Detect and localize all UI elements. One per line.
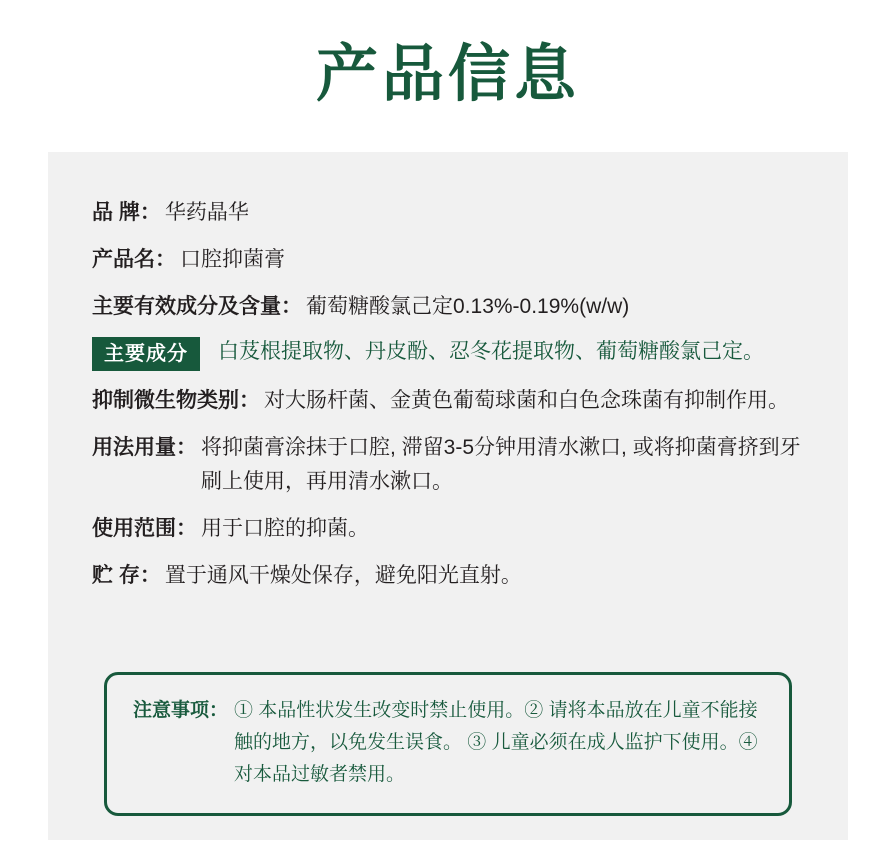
spec-row-brand: [92, 196, 804, 230]
spec-value: 口腔抑菌膏: [180, 248, 285, 271]
spec-value: 用于口腔的抑菌。: [201, 517, 369, 540]
spec-value: 华药晶华: [164, 201, 249, 224]
spec-label: 用法用量：: [92, 436, 197, 459]
spec-label: 主要有效成分及含量：: [92, 295, 302, 318]
spec-value: 置于通风干燥处保存，避免阳光直射。: [164, 564, 522, 587]
notice-label: 注意事项：: [133, 700, 229, 721]
spec-row-dosage: [92, 431, 804, 499]
spec-label: 使用范围：: [92, 517, 197, 540]
spec-value: 对大肠杆菌、金黄色葡萄球菌和白色念珠菌有抑制作用。: [264, 389, 789, 412]
status-badge: 主要成分: [92, 337, 200, 371]
spec-row-main-ingredients: [92, 337, 804, 371]
notice-content: [133, 695, 763, 791]
spec-label: 贮 存：: [92, 564, 161, 587]
notice-text: ① 本品性状发生改变时禁止使用。② 请将本品放在儿童不能接触的地方，以免发生误食。 ③ 儿童必须在成人监护下使用。④ 对本品过敏者禁用。: [234, 700, 758, 785]
spec-row-product-name: [92, 243, 804, 277]
spec-list: [92, 196, 804, 593]
spec-value: 将抑菌膏涂抹于口腔, 滞留3-5分钟用清水漱口, 或将抑菌膏挤到牙刷上使用，再用清水漱口。: [201, 436, 801, 493]
spec-row-storage: [92, 559, 804, 593]
spec-label: 产品名：: [92, 248, 176, 271]
spec-label: 抑制微生物类别：: [92, 389, 260, 412]
spec-row-usage-scope: [92, 512, 804, 546]
main-ingredients-value: 白芨根提取物、丹皮酚、忍冬花提取物、葡萄糖酸氯己定。: [218, 340, 764, 363]
notice-box: [104, 672, 792, 816]
spec-row-inhibited-microbes: [92, 384, 804, 418]
spec-row-active-ingredient-content: [92, 290, 804, 324]
page-title: 产品信息: [315, 40, 580, 109]
spec-label: 品 牌：: [92, 201, 161, 224]
spec-value: 葡萄糖酸氯己定0.13%-0.19%(w/w): [306, 295, 630, 318]
